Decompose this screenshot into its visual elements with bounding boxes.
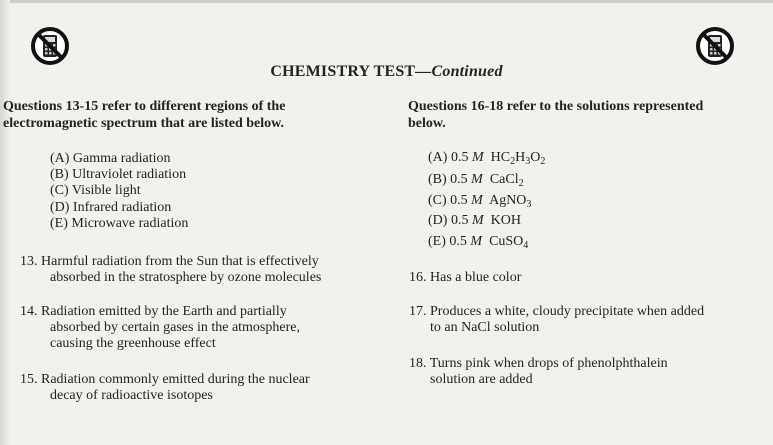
option-b-calcium-chloride: [428, 172, 524, 188]
question-number: 18.: [409, 356, 427, 371]
option-concentration: 0.5: [450, 193, 468, 208]
option-concentration: 0.5: [450, 150, 469, 165]
option-letter: (E): [428, 234, 446, 249]
option-d-potassium-hydroxide: [428, 213, 521, 229]
question-13: [20, 254, 390, 286]
option-letter: (A): [428, 150, 448, 165]
option-unit: M: [471, 172, 483, 187]
right-intro-line2: below.: [408, 116, 446, 131]
left-intro: [3, 98, 363, 132]
question-text: Produces a white, cloudy precipitate when added: [430, 304, 705, 319]
question-text: Turns pink when drops of phenolphthalein: [429, 356, 668, 371]
option-formula: CaCl$_2$: [489, 172, 524, 189]
option-e-microwave: (E) Microwave radiation: [50, 216, 189, 231]
question-text: absorbed in the stratosphere by ozone molecules: [50, 270, 322, 285]
question-number: 13.: [20, 254, 38, 269]
question-number: 15.: [20, 372, 38, 387]
option-concentration: 0.5: [449, 234, 467, 249]
option-unit: M: [471, 193, 483, 208]
option-c-silver-nitrate: [428, 193, 531, 209]
option-b-ultraviolet: (B) Ultraviolet radiation: [50, 167, 187, 182]
option-d-infrared: (D) Infrared radiation: [50, 200, 172, 215]
question-text: Radiation emitted by the Earth and partially: [41, 304, 287, 319]
option-formula: $HC_2H_3O_2$: [490, 150, 546, 167]
option-concentration: 0.5: [450, 213, 469, 228]
question-text: Harmful radiation from the Sun that is effectively: [41, 254, 319, 269]
question-18: [409, 356, 769, 388]
option-e-copper-sulfate: [428, 234, 528, 250]
option-a-acetic-acid: [428, 150, 545, 166]
question-14: [20, 304, 390, 352]
question-text: causing the greenhouse effect: [50, 336, 216, 351]
question-text: Radiation commonly emitted during the nuclear: [41, 372, 310, 387]
option-concentration: 0.5: [450, 172, 468, 187]
question-text: decay of radioactive isotopes: [50, 388, 213, 403]
no-calculator-icon: [695, 26, 735, 66]
top-rule: [0, 0, 773, 3]
question-15: [20, 372, 390, 404]
title-continued: —Continued: [415, 63, 503, 80]
option-formula: CuSO$_4$: [489, 234, 529, 251]
right-intro-line1: Questions 16-18 refer to the solutions represented: [408, 99, 704, 114]
question-text: to an NaCl solution: [430, 320, 540, 335]
option-unit: M: [471, 213, 484, 228]
right-intro: [408, 98, 768, 132]
option-a-gamma: (A) Gamma radiation: [50, 151, 171, 166]
question-number: 16.: [409, 270, 427, 285]
option-c-visible: (C) Visible light: [50, 183, 141, 198]
option-letter: (B): [428, 172, 447, 187]
question-text: solution are added: [430, 372, 533, 387]
title-main: CHEMISTRY TEST: [270, 63, 416, 80]
option-letter: (C): [428, 193, 447, 208]
no-calculator-icon: [30, 26, 70, 66]
page-title: [0, 63, 773, 81]
question-text: absorbed by certain gases in the atmosphere,: [50, 320, 300, 335]
option-unit: M: [471, 150, 484, 165]
option-unit: M: [470, 234, 483, 249]
question-number: 14.: [20, 304, 38, 319]
option-formula: AgNO$_3$: [489, 193, 532, 210]
question-text: Has a blue color: [430, 270, 522, 285]
option-letter: (D): [428, 213, 448, 228]
left-intro-line1: Questions 13-15 refer to different regions of the: [3, 99, 286, 114]
question-17: [409, 304, 769, 336]
left-intro-line2: electromagnetic spectrum that are listed below.: [3, 116, 284, 131]
question-16: [409, 270, 769, 286]
option-formula: KOH: [490, 213, 521, 228]
question-number: 17.: [409, 304, 427, 319]
